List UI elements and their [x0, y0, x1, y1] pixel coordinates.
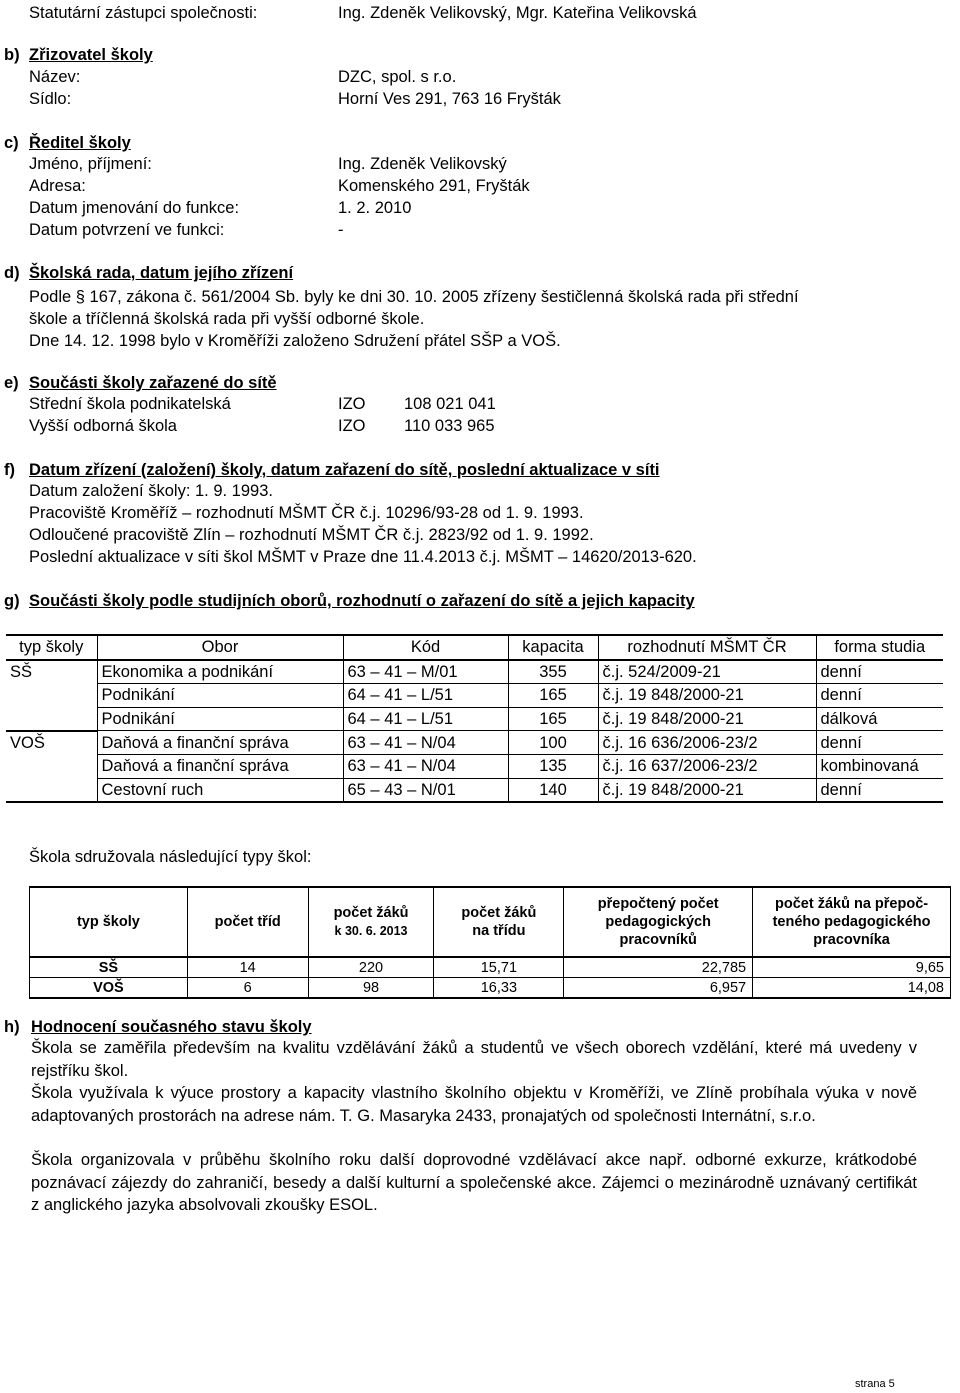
section-c-title: Ředitel školy	[29, 134, 131, 152]
decision-cell: č.j. 19 848/2000-21	[598, 778, 816, 802]
code-cell: 63 – 41 – N/04	[343, 754, 508, 778]
school-type-cell: SŠ	[10, 663, 33, 682]
section-f-letter: f)	[4, 461, 15, 479]
table-row	[6, 660, 943, 684]
per-class-cell: 16,33	[434, 978, 564, 999]
section-c-letter: c)	[4, 134, 19, 152]
director-name-value: Ing. Zdeněk Velikovský	[338, 155, 507, 173]
section-d-letter: d)	[4, 264, 20, 282]
table-row	[6, 754, 943, 778]
per-class-cell: 15,71	[434, 957, 564, 978]
section-d-title: Školská rada, datum jejího zřízení	[29, 264, 294, 282]
decision-cell: č.j. 16 637/2006-23/2	[598, 754, 816, 778]
header-cell	[564, 887, 753, 957]
statutory-value: Ing. Zdeněk Velikovský, Mgr. Kateřina Velikovská	[338, 4, 697, 22]
capacity-cell: 140	[508, 778, 598, 802]
header-text: typ školy	[76, 914, 140, 930]
section-b-title: Zřizovatel školy	[29, 46, 153, 64]
header-cell: Obor	[97, 635, 343, 660]
teachers-cell: 22,785	[564, 957, 753, 978]
capacity-cell: 355	[508, 660, 598, 684]
table-row	[6, 707, 943, 731]
founder-name-label: Název:	[29, 68, 81, 86]
header-cell	[434, 887, 564, 957]
founding-line: Datum založení školy: 1. 9. 1993.	[29, 482, 273, 500]
classes-cell: 14	[187, 957, 308, 978]
header-text: počet tříd	[214, 914, 281, 930]
appointment-date-label: Datum jmenování do funkce:	[29, 199, 240, 217]
section-g-title: Součásti školy podle studijních oborů, rozhodnutí o zařazení do sítě a jejich kapacity	[29, 592, 695, 610]
council-text-line3: Dne 14. 12. 1998 bylo v Kroměříži založeno Sdružení přátel SŠP a VOŠ.	[29, 332, 561, 350]
form-cell: denní	[816, 731, 943, 755]
header-text: na třídu	[472, 923, 526, 939]
form-cell: kombinovaná	[816, 754, 943, 778]
appointment-date-value: 1. 2. 2010	[338, 199, 412, 217]
capacity-cell: 165	[508, 684, 598, 708]
header-text: pedagogických	[605, 914, 711, 930]
header-cell: forma studia	[816, 635, 943, 660]
field-cell: Cestovní ruch	[97, 778, 343, 802]
school-types-intro: Škola sdružovala následující typy škol:	[29, 848, 312, 866]
school-type-cell	[6, 707, 97, 731]
header-text: k 30. 6. 2013	[334, 924, 408, 938]
decision-cell: č.j. 19 848/2000-21	[598, 707, 816, 731]
ratio-cell: 14,08	[753, 978, 951, 999]
page-number: strana 5	[855, 1378, 895, 1390]
section-h-letter: h)	[4, 1018, 20, 1036]
evaluation-paragraph: Škola využívala k výuce prostory a kapacity vlastního školního objektu v Kroměříži, ve Zlíně probíhala výuka v nově adaptovaných prostorách na adrese nám. T. G. Masaryka 2433, pronajatých od společnosti Internátní, s.r.o.	[31, 1084, 917, 1125]
header-text: teného pedagogického	[772, 914, 931, 930]
decision-cell: č.j. 16 636/2006-23/2	[598, 731, 816, 755]
header-cell	[30, 887, 188, 957]
confirmation-date-value: -	[338, 221, 344, 239]
school-types-header	[30, 887, 951, 957]
header-cell: Kód	[343, 635, 508, 660]
header-text: pracovníků	[619, 932, 697, 948]
capacity-cell: 135	[508, 754, 598, 778]
header-text: počet žáků	[333, 905, 409, 921]
teachers-cell: 6,957	[564, 978, 753, 999]
table-row	[30, 957, 951, 978]
header-cell: typ školy	[6, 635, 97, 660]
capacity-cell: 100	[508, 731, 598, 755]
decision-cell: č.j. 524/2009-21	[598, 660, 816, 684]
section-g-letter: g)	[4, 592, 20, 610]
director-name-label: Jméno, příjmení:	[29, 155, 152, 173]
header-cell: rozhodnutí MŠMT ČR	[598, 635, 816, 660]
code-cell: 63 – 41 – M/01	[343, 660, 508, 684]
component-izo-label: IZO	[338, 395, 366, 413]
form-cell: denní	[816, 684, 943, 708]
form-cell: denní	[816, 660, 943, 684]
statutory-label: Statutární zástupci společnosti:	[29, 4, 258, 22]
header-text: počet žáků na přepoč-	[775, 896, 929, 912]
pupils-cell: 98	[308, 978, 434, 999]
school-type-cell	[6, 684, 97, 708]
classes-cell: 6	[187, 978, 308, 999]
school-types-table	[29, 886, 951, 999]
pupils-cell: 220	[308, 957, 434, 978]
component-izo-label: IZO	[338, 417, 366, 435]
component-izo-value: 108 021 041	[404, 395, 496, 413]
component-name: Střední škola podnikatelská	[29, 395, 231, 413]
field-cell: Ekonomika a podnikání	[97, 660, 343, 684]
form-cell: denní	[816, 778, 943, 802]
form-cell: dálková	[816, 707, 943, 731]
header-text: počet žáků	[461, 905, 537, 921]
school-type-cell	[6, 754, 97, 778]
section-b-letter: b)	[4, 46, 20, 64]
header-text: pracovníka	[813, 932, 890, 948]
director-address-label: Adresa:	[29, 177, 86, 195]
code-cell: 64 – 41 – L/51	[343, 707, 508, 731]
decision-cell: č.j. 19 848/2000-21	[598, 684, 816, 708]
table-row	[6, 684, 943, 708]
evaluation-paragraph: Škola se zaměřila především na kvalitu vzdělávání žáků a studentů ve všech oborech vzdělání, které má uvedeny v rejstříku škol.	[31, 1039, 917, 1080]
header-text: přepočtený počet	[597, 896, 719, 912]
field-cell: Daňová a finanční správa	[97, 754, 343, 778]
council-text-line1: Podle § 167, zákona č. 561/2004 Sb. byly ke dni 30. 10. 2005 zřízeny šestičlenná školská rada při střední	[29, 288, 799, 306]
field-cell: Podnikání	[97, 684, 343, 708]
header-cell	[753, 887, 951, 957]
founding-line: Pracoviště Kroměříž – rozhodnutí MŠMT ČR č.j. 10296/93-28 od 1. 9. 1993.	[29, 504, 584, 522]
ratio-cell: 9,65	[753, 957, 951, 978]
table-row	[6, 778, 943, 802]
founding-line: Odloučené pracoviště Zlín – rozhodnutí MŠMT ČR č.j. 2823/92 od 1. 9. 1992.	[29, 526, 594, 544]
header-cell: kapacita	[508, 635, 598, 660]
founder-seat-label: Sídlo:	[29, 90, 72, 108]
component-name: Vyšší odborná škola	[29, 417, 177, 435]
table-row	[30, 978, 951, 999]
section-h-title: Hodnocení současného stavu školy	[31, 1018, 312, 1036]
header-cell	[308, 887, 434, 957]
director-address-value: Komenského 291, Fryšták	[338, 177, 530, 195]
section-e-letter: e)	[4, 374, 19, 392]
founder-seat-value: Horní Ves 291, 763 16 Fryšták	[338, 90, 561, 108]
code-cell: 65 – 43 – N/01	[343, 778, 508, 802]
school-type-cell	[6, 778, 97, 802]
school-type-cell: VOŠ	[6, 731, 97, 755]
founder-name-value: DZC, spol. s r.o.	[338, 68, 457, 86]
fields-table-header	[6, 635, 943, 660]
header-cell	[187, 887, 308, 957]
confirmation-date-label: Datum potvrzení ve funkci:	[29, 221, 225, 239]
field-cell: Podnikání	[97, 707, 343, 731]
code-cell: 63 – 41 – N/04	[343, 731, 508, 755]
component-izo-value: 110 033 965	[404, 417, 495, 435]
field-cell: Daňová a finanční správa	[97, 731, 343, 755]
school-type-cell: SŠ	[30, 957, 188, 978]
section-e-title: Součásti školy zařazené do sítě	[29, 374, 277, 392]
code-cell: 64 – 41 – L/51	[343, 684, 508, 708]
founding-line: Poslední aktualizace v síti škol MŠMT v Praze dne 11.4.2013 č.j. MŠMT – 14620/2013-620.	[29, 548, 697, 566]
capacity-cell: 165	[508, 707, 598, 731]
section-f-title: Datum zřízení (založení) školy, datum zařazení do sítě, poslední aktualizace v síti	[29, 461, 660, 479]
school-type-cell: VOŠ	[30, 978, 188, 999]
table-row	[6, 731, 943, 755]
fields-table	[6, 634, 943, 803]
evaluation-paragraph: Škola organizovala v průběhu školního roku další doprovodné vzdělávací akce např. odborné exkurze, krátkodobé poznávací zájezdy do zahraničí, besedy a další kulturní a společenské akce. Zájemci o mezinárodně uznávaný certifikát z anglického jazyka absolvovali zkoušky ESOL.	[31, 1151, 917, 1214]
council-text-line2: škole a tříčlenná školská rada při vyšší odborné škole.	[29, 310, 425, 328]
